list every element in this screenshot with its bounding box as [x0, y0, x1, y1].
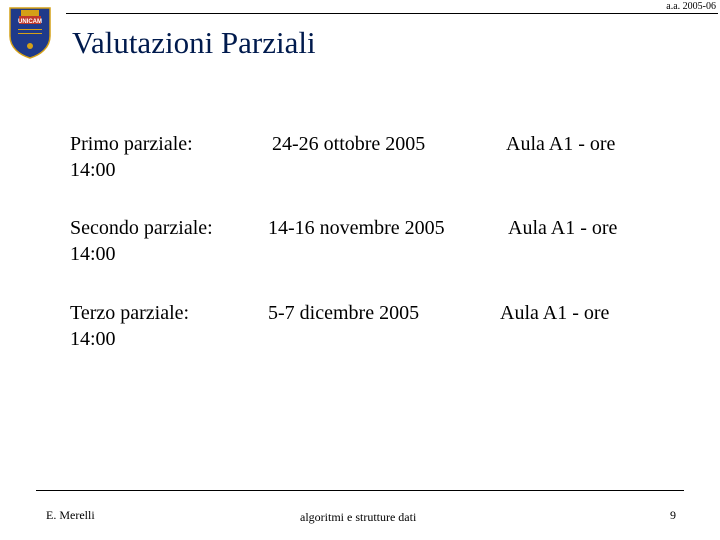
exam-row: [70, 300, 710, 360]
footer-course: algoritmi e strutture dati: [300, 510, 417, 524]
exam-name: Terzo parziale:: [70, 302, 190, 324]
exam-name: Secondo parziale:: [70, 217, 213, 239]
top-bar: [0, 0, 720, 14]
exam-name-cell: [70, 215, 260, 267]
footer-author: E. Merelli: [46, 508, 95, 522]
exam-name-cell: [70, 300, 260, 352]
exam-row: [70, 215, 710, 275]
slide-title: Valutazioni Parziali: [72, 25, 316, 60]
logo-text: UNICAM: [18, 19, 42, 25]
exam-room: Aula A1 - ore: [508, 217, 618, 239]
exam-name-cell: [70, 131, 260, 183]
exam-name: Primo parziale:: [70, 133, 193, 155]
page-number: 9: [670, 508, 676, 522]
exam-dates: 24-26 ottobre 2005: [272, 133, 426, 155]
exam-dates: 14-16 novembre 2005: [268, 217, 445, 239]
exam-dates: 5-7 dicembre 2005: [268, 302, 420, 324]
academic-year-label: a.a. 2005-06: [666, 1, 716, 12]
footer-divider: [36, 490, 684, 491]
exam-row: [70, 131, 710, 191]
exam-time: 14:00: [70, 159, 116, 181]
top-divider: [66, 13, 718, 14]
university-crest-icon: [6, 2, 54, 60]
exam-time: 14:00: [70, 243, 116, 265]
exam-room: Aula A1 - ore: [500, 302, 610, 324]
exam-time: 14:00: [70, 328, 116, 350]
exam-room: Aula A1 - ore: [506, 133, 616, 155]
